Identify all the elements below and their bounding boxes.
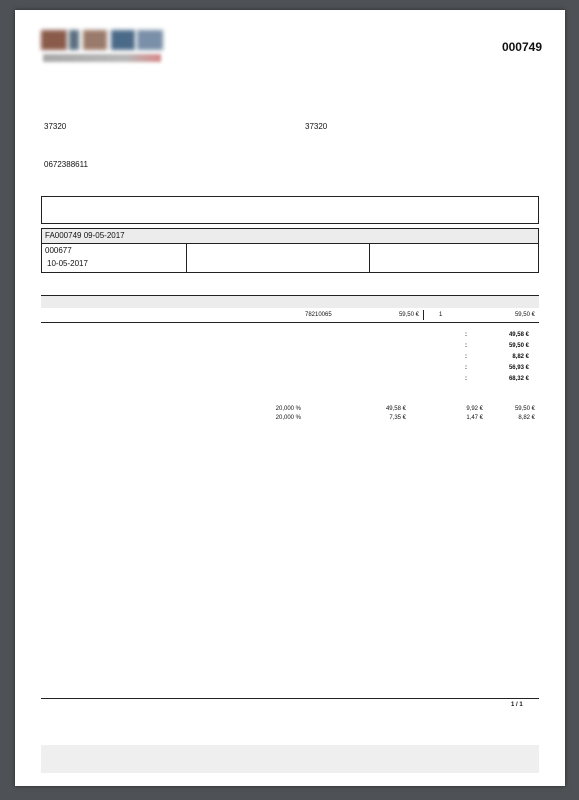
phone-number: 0672388611: [44, 160, 88, 169]
total-row: : 59,50 €: [465, 343, 529, 349]
info-box: [41, 196, 539, 224]
item-quantity: 1: [439, 312, 443, 318]
invoice-page: [15, 10, 565, 786]
invoice-number: 000749: [501, 40, 542, 54]
reference-body: [41, 243, 539, 273]
invoice-ref-date: FA000749 09-05-2017: [45, 231, 125, 240]
company-logo: [41, 30, 163, 70]
footer-bar: [41, 745, 539, 773]
table-row: [41, 308, 539, 322]
reference-header: [41, 228, 539, 244]
total-row: : 49,58 €: [465, 332, 529, 338]
table-bottom-line: [41, 322, 539, 323]
vat-summary: [41, 406, 539, 424]
footer-line: [41, 698, 539, 699]
total-row: : 68,32 €: [465, 376, 529, 382]
sender-postcode: 37320: [44, 122, 67, 131]
total-row: : 8,82 €: [465, 354, 529, 360]
page-indicator: 1 / 1: [511, 702, 523, 708]
item-total: 59,50 €: [514, 312, 535, 318]
client-date: 10-05-2017: [47, 259, 88, 268]
total-row: : 56,93 €: [465, 365, 529, 371]
vat-row: 20,000 % 49,58 € 9,92 € 59,50 €: [275, 406, 535, 412]
item-unit-price: 59,50 €: [398, 312, 419, 318]
vat-row: 20,000 % 7,35 € 1,47 € 8,82 €: [275, 415, 535, 421]
item-code: 78210065: [305, 312, 332, 318]
client-code: 000677: [45, 246, 72, 255]
recipient-postcode: 37320: [305, 122, 328, 131]
table-header: [41, 296, 539, 308]
totals-block: [455, 332, 539, 387]
